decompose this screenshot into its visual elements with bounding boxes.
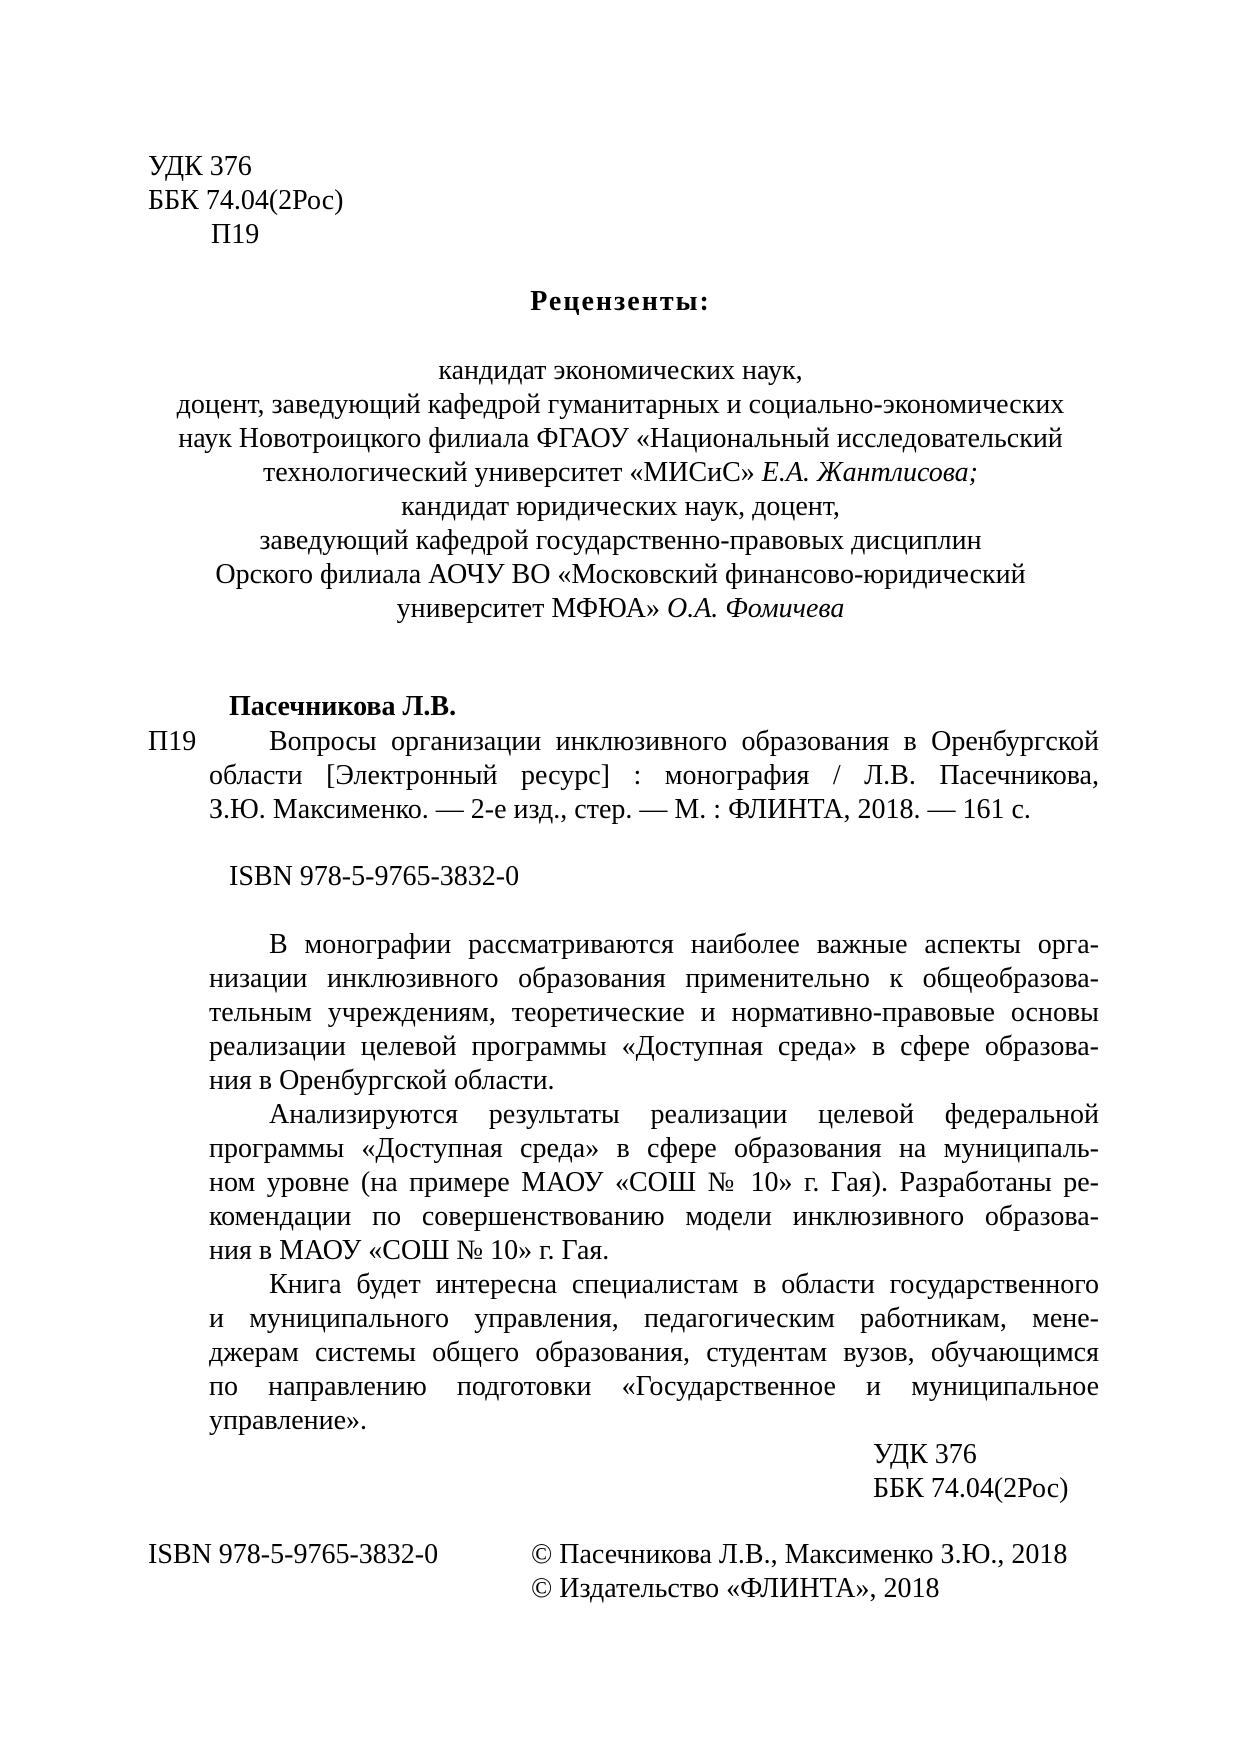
annotation-p2-line: Анализируются результаты реализации целевой федеральной [269,1099,1099,1130]
reviewer1-line4 [0,456,1241,490]
author-mark: П19 [211,219,260,250]
bib-isbn: ISBN 978-5-9765-3832-0 [229,861,520,892]
bib-mark: П19 [148,726,197,757]
reviewer1-line3: наук Новотроицкого филиала ФГАОУ «Национальный исследовательский [178,423,1063,454]
reviewer2-affiliation: университет МФЮА» [396,593,667,624]
bbk-code: ББК 74.04(2Рос) [148,185,344,216]
annotation-p2-line: ния в МАОУ «СОШ № 10» г. Гая. [209,1235,610,1266]
annotation-p2-line: комендации по совершенствованию модели инклюзивного образова- [209,1201,1099,1232]
annotation-p3-line: и муниципального управления, педагогическим работникам, мене- [209,1303,1099,1334]
reviewer1-line2: доцент, заведующий кафедрой гуманитарных и социально-экономических [176,389,1065,420]
bib-line3: З.Ю. Максименко. — 2-е изд., стер. — М. : ФЛИНТА, 2018. — 161 с. [209,794,1031,825]
reviewer2-line3: Орского филиала АОЧУ ВО «Московский финансово-юридический [215,559,1026,590]
reviewer1-name: Е.А. Жантлисова; [761,457,978,488]
reviewer2-line1: кандидат юридических наук, доцент, [401,491,840,522]
bib-line2: области [Электронный ресурс] : монография / Л.В. Пасечникова, [209,760,1099,791]
annotation-paragraph-3 [209,1268,1099,1438]
reviewer2-line4 [0,592,1241,626]
annotation-p2-line: программы «Доступная среда» в сфере образования на муниципаль- [209,1133,1099,1164]
annotation-paragraph-1 [209,928,1099,1098]
bib-line1: Вопросы организации инклюзивного образования в Оренбургской [269,726,1099,757]
reviewer2-line2: заведующий кафедрой государственно-правовых дисциплин [259,525,982,556]
udk-code: УДК 376 [148,151,252,182]
bib-author: Пасечникова Л.В. [229,691,457,722]
annotation-p1-line: реализации целевой программы «Доступная среда» в сфере образова- [209,1031,1099,1062]
annotation-paragraph-2 [209,1098,1099,1268]
annotation-p1-line: тельным учреждениям, теоретические и нормативно-правовые основы [209,997,1099,1028]
footer-isbn: ISBN 978-5-9765-3832-0 [148,1539,439,1570]
annotation-p3-line: Книга будет интересна специалистам в области государственного [269,1269,1099,1300]
reviewer1-affiliation: технологический университет «МИСиС» [263,457,762,488]
copyright-authors: © Пасечникова Л.В., Максименко З.Ю., 2018 [531,1539,1068,1570]
bib-description [209,725,1099,827]
footer-bbk: ББК 74.04(2Рос) [873,1473,1069,1504]
annotation-p1-line: ния в Оренбургской области. [209,1065,555,1096]
reviewer2-name: О.А. Фомичева [666,593,845,624]
reviewer1-line1: кандидат экономических наук, [438,355,803,386]
annotation-p2-line: ном уровне (на примере МАОУ «СОШ № 10» г. Гая). Разработаны ре- [209,1167,1099,1198]
annotation-p3-line: управление». [209,1405,368,1436]
copyright-publisher: © Издательство «ФЛИНТА», 2018 [531,1573,940,1604]
annotation-p1-line: В монографии рассматриваются наиболее важные аспекты орга- [269,929,1099,960]
annotation-p1-line: низации инклюзивного образования применительно к общеобразова- [209,963,1099,994]
reviewers-heading: Рецензенты: [530,286,711,317]
footer-udk: УДК 376 [873,1439,977,1470]
annotation-p3-line: джерам системы общего образования, студентам вузов, обучающимся [209,1337,1099,1368]
annotation-p3-line: по направлению подготовки «Государственное и муниципальное [209,1371,1099,1402]
